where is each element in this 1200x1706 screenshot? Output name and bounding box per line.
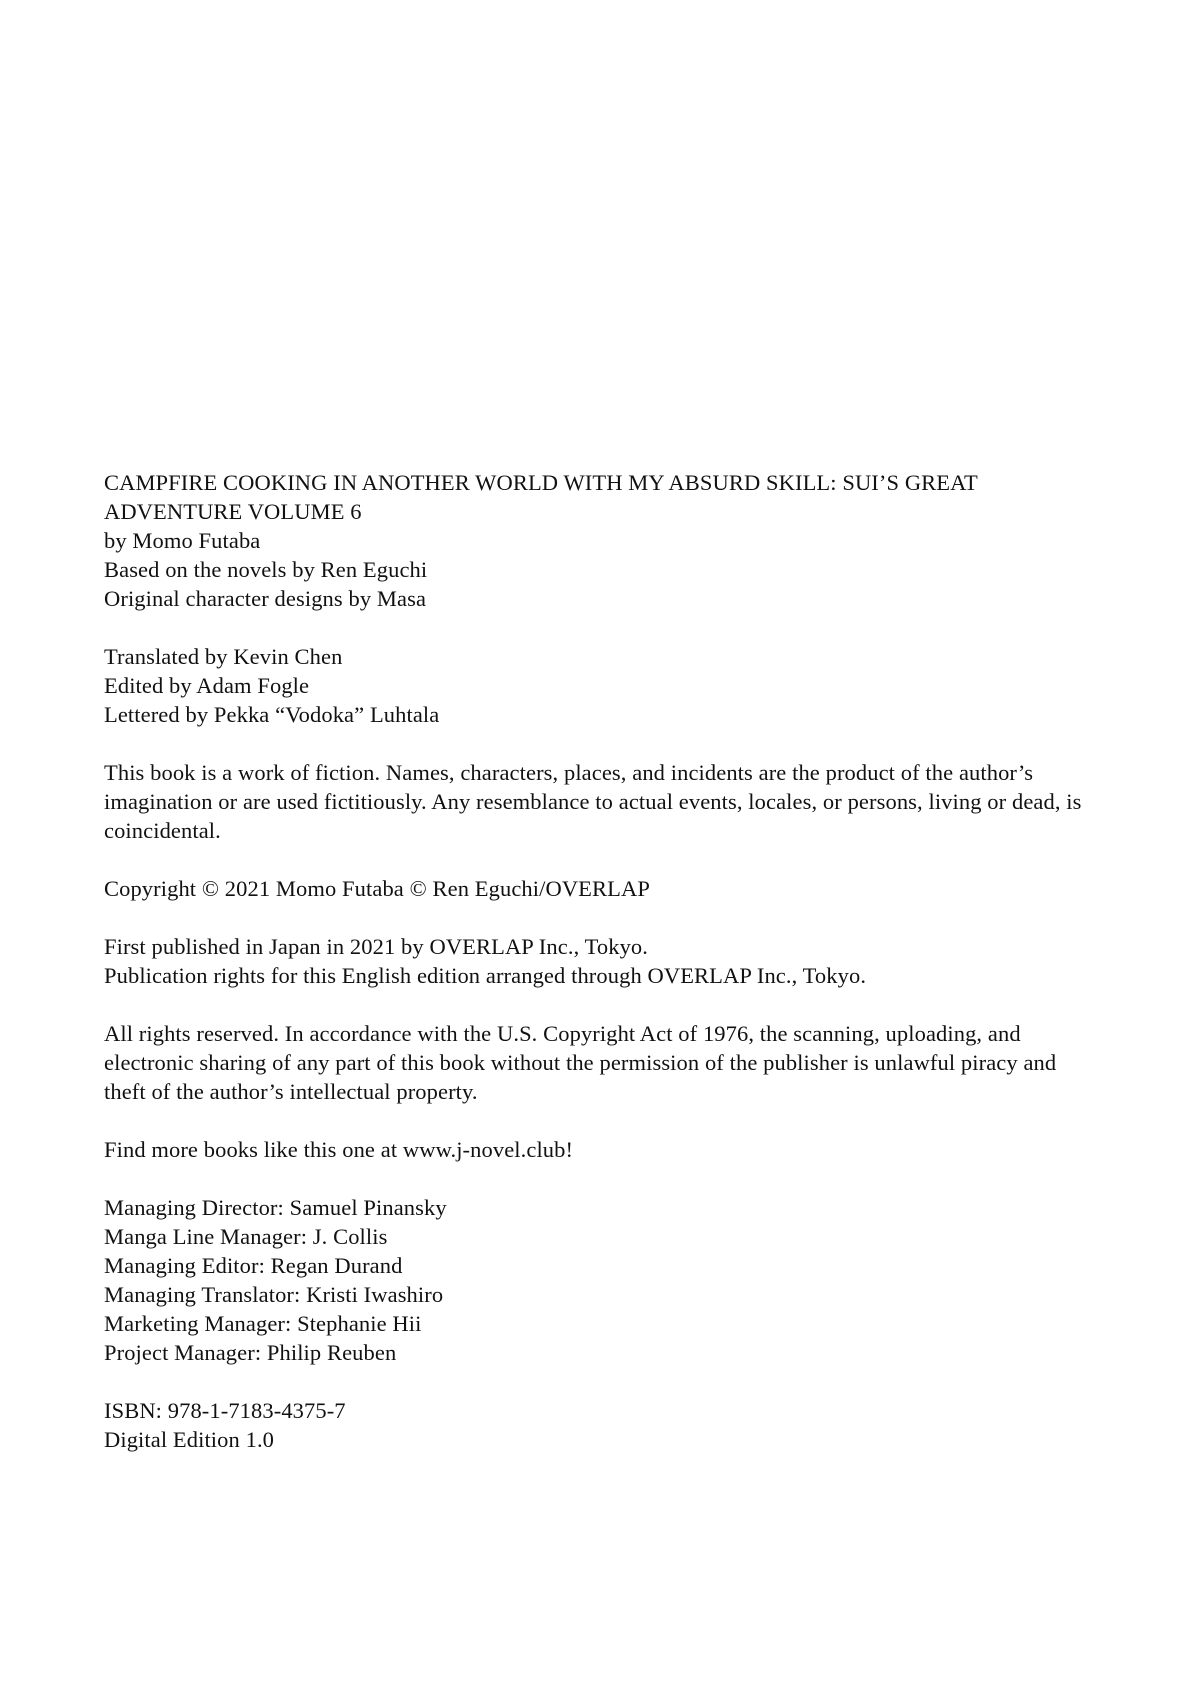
staff-line-manga-line-manager: Manga Line Manager: J. Collis	[104, 1224, 388, 1249]
translator-line: Translated by Kevin Chen	[104, 644, 343, 669]
publication-block	[104, 932, 1100, 990]
staff-line-marketing-manager: Marketing Manager: Stephanie Hii	[104, 1311, 422, 1336]
book-title: CAMPFIRE COOKING IN ANOTHER WORLD WITH MY ABSURD SKILL: SUI’S GREAT ADVENTURE VOLUME 6	[104, 470, 978, 524]
staff-line-project-manager: Project Manager: Philip Reuben	[104, 1340, 397, 1365]
staff-credits-block	[104, 1193, 1100, 1367]
fiction-disclaimer: This book is a work of fiction. Names, characters, places, and incidents are the product of the author’s imagination or are used fictitiously. Any resemblance to actual events, locales, or persons, living or dead, is coincidental.	[104, 760, 1082, 843]
copyright-line: Copyright © 2021 Momo Futaba © Ren Eguchi/OVERLAP	[104, 876, 650, 901]
edition-block	[104, 1396, 1100, 1454]
author-line: by Momo Futaba	[104, 528, 261, 553]
isbn-line: ISBN: 978-1-7183-4375-7	[104, 1398, 346, 1423]
first-published-line: First published in Japan in 2021 by OVERLAP Inc., Tokyo.	[104, 934, 649, 959]
based-on-line: Based on the novels by Ren Eguchi	[104, 557, 428, 582]
localization-credits-block	[104, 642, 1100, 729]
find-more-line: Find more books like this one at www.j-novel.club!	[104, 1137, 574, 1162]
rights-notice: All rights reserved. In accordance with the U.S. Copyright Act of 1976, the scanning, uploading, and electronic sharing of any part of this book without the permission of the publisher is unlawful piracy and theft of the author’s intellectual property.	[104, 1021, 1057, 1104]
letterer-line: Lettered by Pekka “Vodoka” Luhtala	[104, 702, 440, 727]
colophon-text-block	[104, 468, 1100, 1454]
editor-line: Edited by Adam Fogle	[104, 673, 310, 698]
publication-rights-line: Publication rights for this English edition arranged through OVERLAP Inc., Tokyo.	[104, 963, 867, 988]
staff-line-managing-translator: Managing Translator: Kristi Iwashiro	[104, 1282, 444, 1307]
title-credits-block	[104, 468, 1100, 613]
staff-line-managing-director: Managing Director: Samuel Pinansky	[104, 1195, 447, 1220]
character-designs-line: Original character designs by Masa	[104, 586, 427, 611]
staff-line-managing-editor: Managing Editor: Regan Durand	[104, 1253, 403, 1278]
digital-edition-line: Digital Edition 1.0	[104, 1427, 275, 1452]
